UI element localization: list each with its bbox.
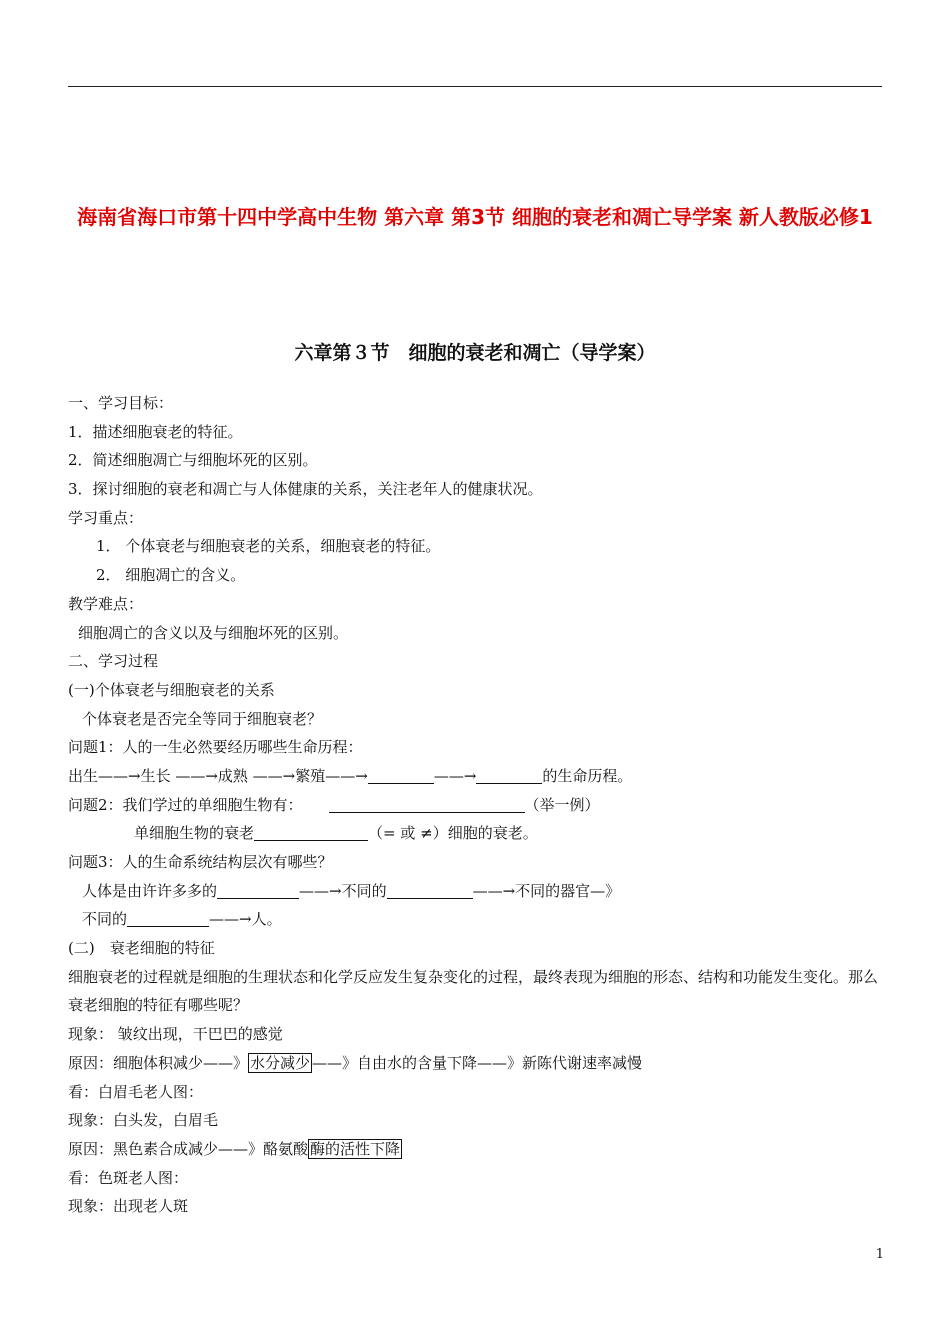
key-point-item: 1． 个体衰老与细胞衰老的关系，细胞衰老的特征。	[96, 537, 441, 556]
phenomenon-text: 现象：白头发，白眉毛	[68, 1111, 219, 1130]
line-text: ——》自由水的含量下降——》新陈代谢速率减慢	[312, 1053, 643, 1072]
goal-item: 3．探讨细胞的衰老和凋亡与人体健康的关系，关注老年人的健康状况。	[68, 480, 543, 499]
goal-item: 2．简述细胞凋亡与细胞坏死的区别。	[68, 451, 318, 470]
process-heading: 二、学习过程	[68, 652, 159, 671]
line-text: 原因：细胞体积减少——》	[68, 1053, 249, 1072]
reason-line	[68, 1135, 884, 1164]
fill-blank[interactable]	[368, 767, 434, 784]
boxed-term: 水分减少	[250, 1053, 311, 1072]
boxed-term: 酶的活性下降	[310, 1139, 401, 1158]
goal-item: 1．描述细胞衰老的特征。	[68, 422, 243, 441]
header-rule	[68, 86, 882, 87]
line-text: 单细胞生物的衰老	[134, 824, 255, 843]
line-text: 的生命历程。	[542, 766, 633, 785]
line-text: 人体是由许许多多的	[82, 881, 218, 900]
line-text: （举一例）	[524, 795, 600, 814]
line-text: 问题2：我们学过的单细胞生物有：	[68, 795, 303, 814]
line-text: ——→人。	[209, 910, 282, 929]
goals-heading: 一、学习目标：	[68, 394, 174, 412]
question-2	[68, 791, 884, 820]
fill-blank[interactable]	[387, 882, 473, 899]
phenomenon-text: 现象：出现老人斑	[68, 1197, 189, 1216]
fill-blank[interactable]	[217, 882, 299, 899]
key-points-heading: 学习重点：	[68, 508, 144, 527]
line-text: ——→	[433, 766, 477, 785]
aging-paragraph: 细胞衰老的过程就是细胞的生理状态和化学反应发生复杂变化的过程，最终表现为细胞的形态、结构和功能发生变化。那么衰老细胞的特征有哪些呢？	[68, 967, 879, 1015]
phenomenon-text: 现象： 皱纹出现，干巴巴的感觉	[68, 1025, 283, 1044]
fill-blank[interactable]	[476, 767, 542, 784]
key-point-item: 2． 细胞凋亡的含义。	[96, 566, 246, 585]
fill-blank[interactable]	[127, 910, 209, 927]
look-text: 看：色斑老人图：	[68, 1168, 189, 1187]
line-text: 不同的	[82, 910, 128, 929]
document-title: 海南省海口市第十四中学高中生物 第六章 第3节 细胞的衰老和凋亡导学案 新人教版必修1	[77, 205, 873, 229]
hierarchy-line-2	[68, 905, 884, 934]
line-text: （= 或 ≠）细胞的衰老。	[368, 824, 538, 843]
document-body	[68, 389, 884, 1221]
line-text: ——→不同的器官—》	[472, 881, 621, 900]
question-text: 个体衰老是否完全等同于细胞衰老？	[82, 709, 323, 728]
subsection-heading: (二) 衰老细胞的特征	[68, 939, 215, 958]
reason-line	[68, 1049, 884, 1078]
section-title: 六章第３节 细胞的衰老和凋亡（导学案）	[294, 342, 656, 364]
look-text: 看：白眉毛老人图：	[68, 1082, 204, 1101]
question-3: 问题3：人的生命系统结构层次有哪些？	[68, 853, 333, 871]
difficulty-heading: 教学难点：	[68, 594, 144, 613]
fill-blank[interactable]	[329, 796, 525, 813]
hierarchy-line-1	[68, 877, 884, 906]
question-1: 问题1：人的一生必然要经历哪些生命历程：	[68, 738, 363, 757]
line-text: 出生——→生长 ——→成熟 ——→繁殖——→	[68, 766, 368, 785]
page-number: 1	[875, 1247, 884, 1262]
fill-blank[interactable]	[254, 824, 368, 841]
difficulty-text: 细胞凋亡的含义以及与细胞坏死的区别。	[78, 623, 349, 642]
subsection-heading: (一)个体衰老与细胞衰老的关系	[68, 680, 275, 699]
life-course-line	[68, 762, 884, 791]
line-text: ——→不同的	[299, 881, 387, 900]
unicellular-aging-line	[68, 819, 884, 848]
line-text: 原因：黑色素合成减少——》酪氨酸	[68, 1139, 309, 1158]
